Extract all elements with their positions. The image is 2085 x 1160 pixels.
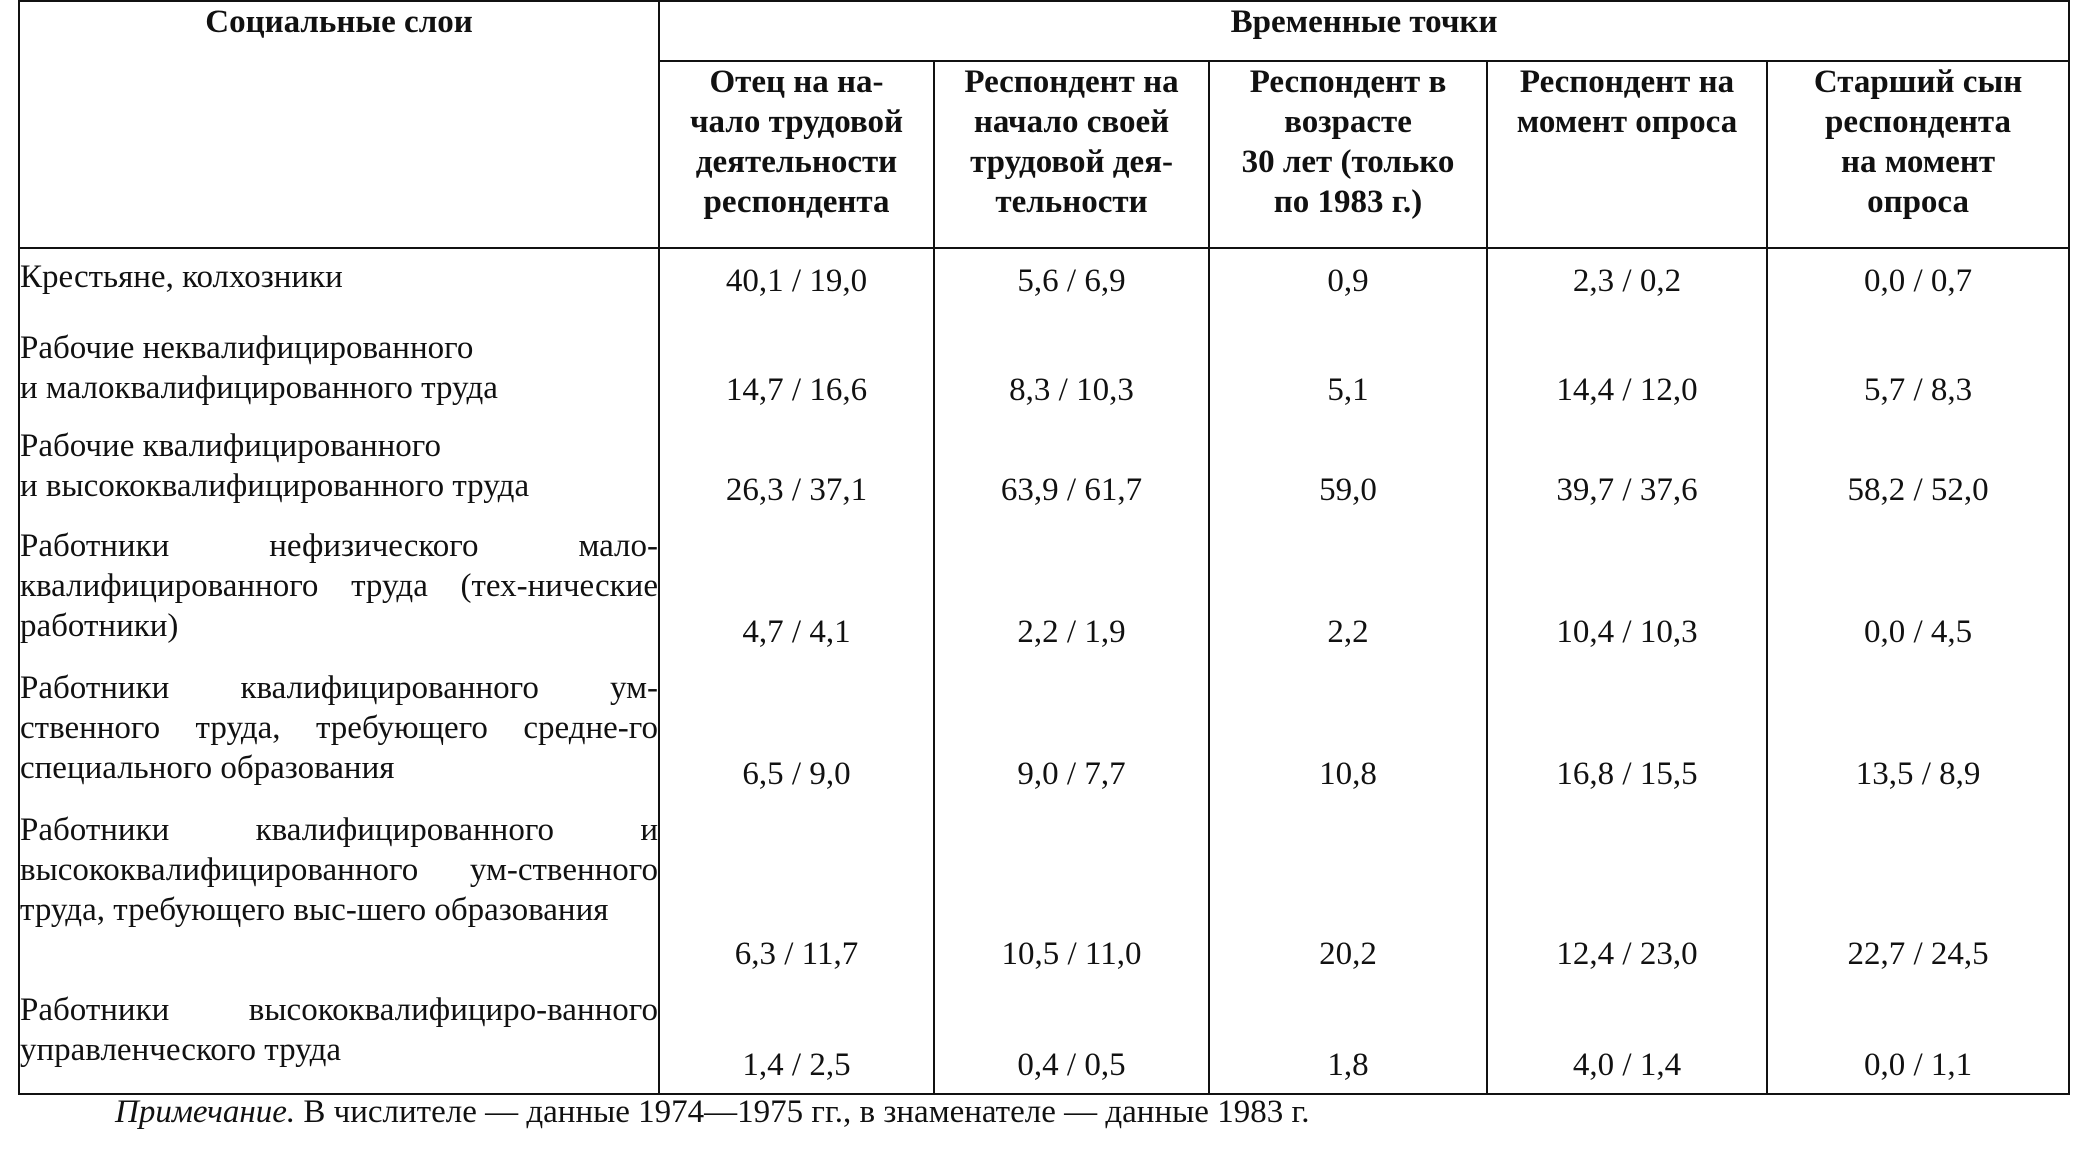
table-row [19, 248, 2069, 320]
table-cell: 10,5 / 11,0 [934, 802, 1209, 982]
table-cell: 2,3 / 0,2 [1487, 248, 1767, 320]
table-cell: 40,1 / 19,0 [659, 248, 934, 320]
table-cell: 4,0 / 1,4 [1487, 982, 1767, 1094]
strata-label: Крестьяне, колхозники [19, 248, 659, 320]
table-row [19, 320, 2069, 418]
table-cell: 22,7 / 24,5 [1767, 802, 2069, 982]
table-cell: 0,9 [1209, 248, 1487, 320]
table-row [19, 802, 2069, 982]
table-cell: 0,0 / 1,1 [1767, 982, 2069, 1094]
strata-column-header: Социальные слои [19, 1, 659, 248]
column-header-respondent-30 [1209, 61, 1487, 248]
table-cell: 5,7 / 8,3 [1767, 320, 2069, 418]
table-note [115, 1092, 1310, 1132]
table-cell: 20,2 [1209, 802, 1487, 982]
table-cell: 1,8 [1209, 982, 1487, 1094]
time-points-header: Временные точки [659, 1, 2069, 61]
table-cell: 13,5 / 8,9 [1767, 660, 2069, 802]
table-cell: 8,3 / 10,3 [934, 320, 1209, 418]
table-cell: 2,2 [1209, 518, 1487, 660]
table-cell: 9,0 / 7,7 [934, 660, 1209, 802]
table-cell: 14,7 / 16,6 [659, 320, 934, 418]
column-header-label: Старший сын респондента на момент опроса [1813, 64, 2023, 220]
column-header-eldest-son [1767, 61, 2069, 248]
strata-label: Работники квалифицированного ум-ственного труда, требующего средне-го специального образования [19, 660, 659, 802]
social-strata-table [18, 0, 2070, 1095]
column-header-label: Респондент в возрасте 30 лет (только по 1983 г.) [1241, 64, 1455, 220]
table-cell: 16,8 / 15,5 [1487, 660, 1767, 802]
table-cell: 26,3 / 37,1 [659, 418, 934, 518]
note-text: В числителе — данные 1974—1975 гг., в знаменателе — данные 1983 г. [295, 1094, 1310, 1130]
strata-label: Рабочие неквалифицированного и малоквалифицированного труда [19, 320, 659, 418]
header-row-top [19, 1, 2069, 61]
table-cell: 39,7 / 37,6 [1487, 418, 1767, 518]
table-cell: 0,0 / 4,5 [1767, 518, 2069, 660]
table-row [19, 660, 2069, 802]
strata-label: Работники нефизического мало-квалифицированного труда (тех-нические работники) [19, 518, 659, 660]
table-cell: 58,2 / 52,0 [1767, 418, 2069, 518]
strata-label: Работники квалифицированного и высококвалифицированного ум-ственного труда, требующего выс-шего образования [19, 802, 659, 982]
table-row [19, 418, 2069, 518]
table-cell: 1,4 / 2,5 [659, 982, 934, 1094]
table-cell: 5,1 [1209, 320, 1487, 418]
column-header-father [659, 61, 934, 248]
table-cell: 59,0 [1209, 418, 1487, 518]
table-row [19, 518, 2069, 660]
table-cell: 0,0 / 0,7 [1767, 248, 2069, 320]
table-cell: 63,9 / 61,7 [934, 418, 1209, 518]
table-cell: 4,7 / 4,1 [659, 518, 934, 660]
table-cell: 2,2 / 1,9 [934, 518, 1209, 660]
column-header-label: Респондент на момент опроса [1516, 64, 1738, 140]
column-header-respondent-survey [1487, 61, 1767, 248]
column-header-respondent-start [934, 61, 1209, 248]
table-cell: 6,3 / 11,7 [659, 802, 934, 982]
note-label: Примечание. [115, 1094, 296, 1130]
table-cell: 0,4 / 0,5 [934, 982, 1209, 1094]
column-header-label: Отец на на- чало трудовой деятельности респондента [689, 64, 904, 220]
strata-label: Рабочие квалифицированного и высококвалифицированного труда [19, 418, 659, 518]
strata-label: Работники высококвалифициро-ванного управленческого труда [19, 982, 659, 1094]
table-cell: 6,5 / 9,0 [659, 660, 934, 802]
table-cell: 12,4 / 23,0 [1487, 802, 1767, 982]
table-row [19, 982, 2069, 1094]
table-cell: 10,8 [1209, 660, 1487, 802]
column-header-label: Респондент на начало своей трудовой дея- тельности [964, 64, 1179, 220]
table-cell: 10,4 / 10,3 [1487, 518, 1767, 660]
table-cell: 14,4 / 12,0 [1487, 320, 1767, 418]
table-cell: 5,6 / 6,9 [934, 248, 1209, 320]
